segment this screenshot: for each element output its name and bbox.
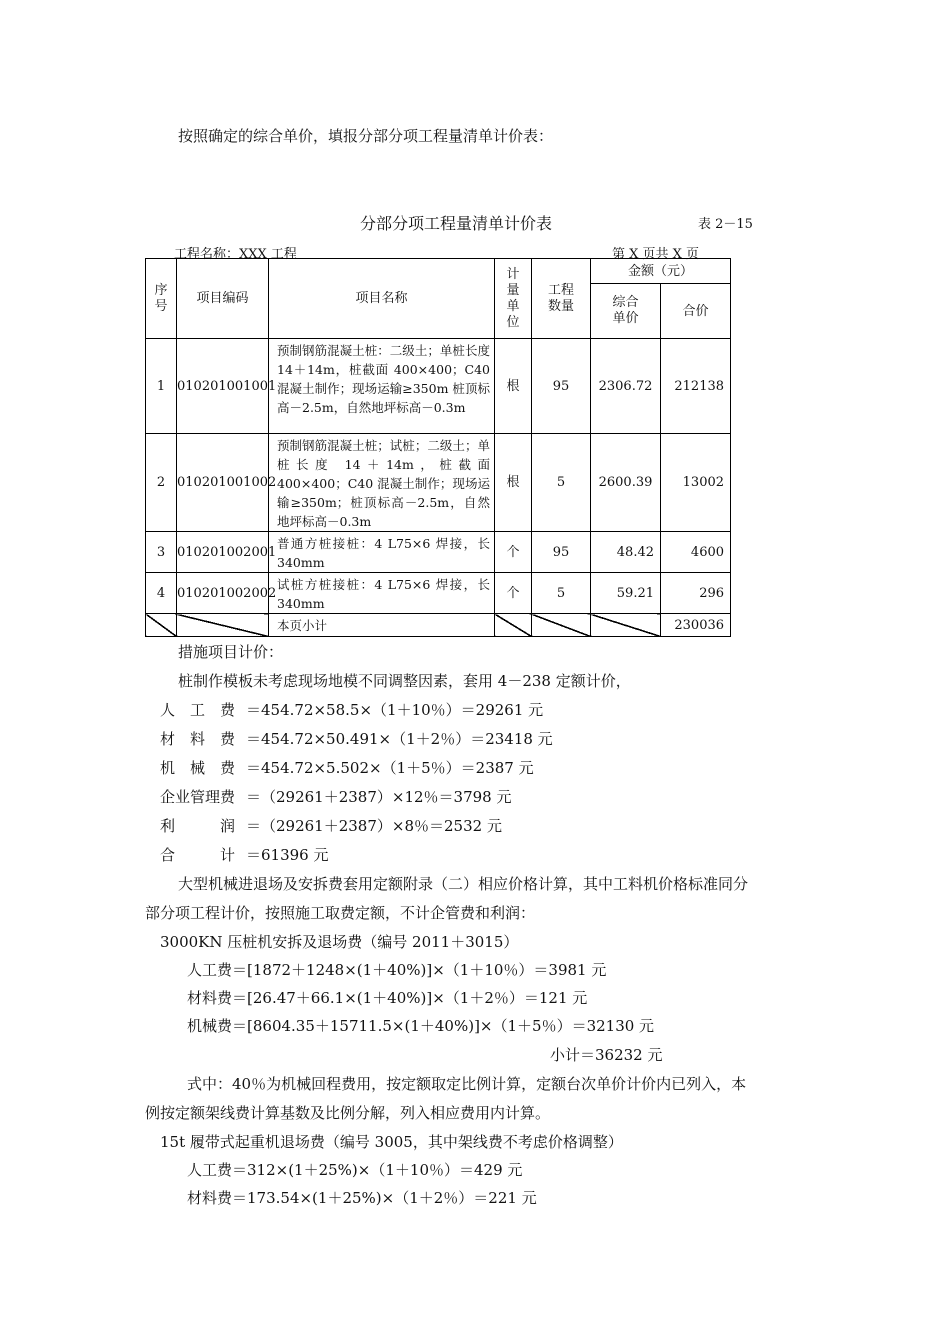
header-unit: 计量单位 <box>495 259 532 339</box>
row-unit-price: 2306.72 <box>591 339 661 434</box>
fee-label: 合 计 <box>160 846 236 864</box>
table-number: 表 2－15 <box>698 217 753 232</box>
fee-expr: ＝（29261＋2387）×12％＝3798 元 <box>246 788 512 806</box>
fee-label: 利 润 <box>160 817 236 835</box>
note-line2: 例按定额架线费计算基数及比例分解，列入相应费用内计算。 <box>145 1104 551 1122</box>
row-code: 010201002002 <box>177 573 269 614</box>
row-code: 010201001001 <box>177 339 269 434</box>
header-qty: 工程数量 <box>532 259 591 339</box>
row-qty: 5 <box>532 573 591 614</box>
header-code: 项目编码 <box>177 259 269 339</box>
row-total: 296 <box>661 573 731 614</box>
row-name: 预制钢筋混凝土桩；试桩；二级土；单桩长度 14＋14m，桩截面 400×400；C40 混凝土制作；现场运输≥350m；桩顶标高－2.5m，自然地坪标高－0.3m <box>269 434 495 532</box>
fee-label: 企业管理费 <box>160 788 236 806</box>
row-seq: 3 <box>146 532 177 573</box>
fee-expr: ＝61396 元 <box>246 846 329 864</box>
fee-label: 材 料 费 <box>160 730 236 748</box>
diagonal-cell <box>146 614 177 637</box>
table-row <box>146 532 731 573</box>
fee-line <box>160 700 543 720</box>
row-unit: 个 <box>495 532 532 573</box>
fee-expr: ＝（29261＋2387）×8％＝2532 元 <box>246 817 502 835</box>
measures-title: 措施项目计价： <box>178 643 284 661</box>
row-total: 4600 <box>661 532 731 573</box>
row-seq: 2 <box>146 434 177 532</box>
fee-expr: ＝454.72×50.491×（1＋2％）＝23418 元 <box>246 730 553 748</box>
row-total: 212138 <box>661 339 731 434</box>
note-line1: 式中：40％为机械回程费用，按定额取定比例计算，定额台次单价计价内已列入，本 <box>187 1075 747 1093</box>
row-unit-price: 2600.39 <box>591 434 661 532</box>
fee-expr: ＝454.72×5.502×（1＋5％）＝2387 元 <box>246 759 534 777</box>
press-material: 材料费＝[26.47＋66.1×(1＋40%)]×（1＋2％）＝121 元 <box>187 989 588 1007</box>
diagonal-cell <box>532 614 591 637</box>
fee-expr: ＝454.72×58.5×（1＋10％）＝29261 元 <box>246 701 544 719</box>
row-unit-price: 59.21 <box>591 573 661 614</box>
large-machine-paragraph-line1: 大型机械进退场及安拆费套用定额附录（二）相应价格计算，其中工料机价格标准同分 <box>178 875 749 893</box>
header-name: 项目名称 <box>269 259 495 339</box>
row-unit: 个 <box>495 573 532 614</box>
table-title: 分部分项工程量清单计价表 <box>360 214 553 233</box>
measures-note: 桩制作模板未考虑现场地模不同调整因素，套用 4－238 定额计价， <box>178 672 631 690</box>
header-total: 合价 <box>661 284 731 339</box>
large-machine-paragraph-line2: 部分项工程计价，按照施工取费定额，不计企管费和利润： <box>145 904 536 922</box>
project-name: 工程名称：XXX 工程 <box>174 247 297 262</box>
fee-line <box>160 845 329 865</box>
row-qty: 95 <box>532 532 591 573</box>
subtotal-label: 本页小计 <box>269 614 495 637</box>
row-code: 010201002001 <box>177 532 269 573</box>
row-code: 010201001002 <box>177 434 269 532</box>
crane-material: 材料费＝173.54×(1＋25%)×（1＋2％）＝221 元 <box>187 1189 537 1207</box>
diagonal-cell <box>177 614 269 637</box>
header-unit-price: 综合单价 <box>591 284 661 339</box>
press-machine: 机械费＝[8604.35＋15711.5×(1＋40%)]×（1＋5％）＝32130 元 <box>187 1017 655 1035</box>
subtotal-value: 230036 <box>661 614 731 637</box>
crane-title: 15t 履带式起重机退场费（编号 3005，其中架线费不考虑价格调整） <box>160 1133 623 1151</box>
subtotal-row <box>146 614 731 637</box>
row-unit-price: 48.42 <box>591 532 661 573</box>
fee-line <box>160 729 553 749</box>
press-labor: 人工费＝[1872＋1248×(1＋40%)]×（1＋10％）＝3981 元 <box>187 961 607 979</box>
bill-table <box>145 258 731 637</box>
row-qty: 5 <box>532 434 591 532</box>
row-total: 13002 <box>661 434 731 532</box>
row-unit: 根 <box>495 434 532 532</box>
table-row <box>146 339 731 434</box>
diagonal-cell <box>591 614 661 637</box>
table-row <box>146 573 731 614</box>
header-amount: 金额（元） <box>591 259 731 284</box>
intro-text: 按照确定的综合单价，填报分部分项工程量清单计价表： <box>178 127 554 145</box>
row-seq: 1 <box>146 339 177 434</box>
press-subtotal: 小计＝36232 元 <box>550 1046 663 1064</box>
row-name: 预制钢筋混凝土桩：二级土；单桩长度 14＋14m，桩截面 400×400；C40 混凝土制作；现场运输≥350m 桩顶标高－2.5m，自然地坪标高－0.3m <box>269 339 495 434</box>
diagonal-cell <box>495 614 532 637</box>
row-name: 试桩方桩接桩：4 L75×6 焊接，长 340mm <box>269 573 495 614</box>
fee-label: 机 械 费 <box>160 759 236 777</box>
table-row <box>146 434 731 532</box>
fee-line <box>160 787 512 807</box>
page-info: 第 X 页共 X 页 <box>612 247 700 262</box>
fee-line <box>160 816 502 836</box>
fee-line <box>160 758 534 778</box>
row-qty: 95 <box>532 339 591 434</box>
row-name: 普通方桩接桩：4 L75×6 焊接，长 340mm <box>269 532 495 573</box>
row-seq: 4 <box>146 573 177 614</box>
crane-labor: 人工费＝312×(1＋25%)×（1＋10％）＝429 元 <box>187 1161 523 1179</box>
press-title: 3000KN 压桩机安拆及退场费（编号 2011＋3015） <box>160 933 519 951</box>
fee-label: 人 工 费 <box>160 701 236 719</box>
row-unit: 根 <box>495 339 532 434</box>
header-seq: 序号 <box>146 259 177 339</box>
